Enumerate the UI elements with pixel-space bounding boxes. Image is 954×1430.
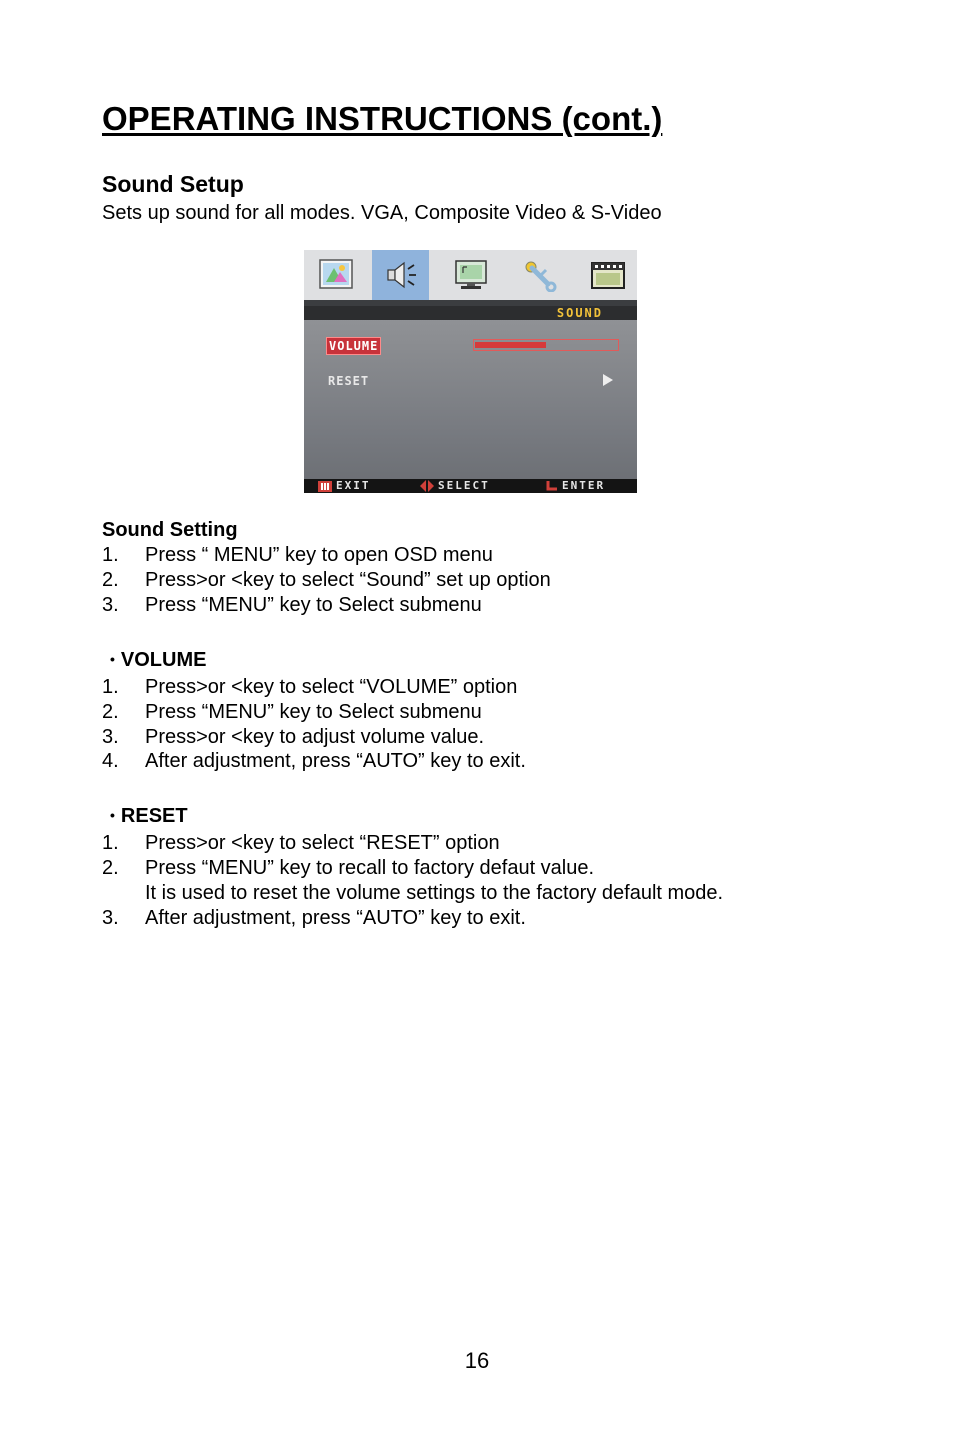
osd-tab-setup: [512, 250, 569, 300]
osd-screenshot: [304, 250, 637, 493]
bullet-icon: •: [110, 807, 115, 823]
footer-exit-label: EXIT: [336, 479, 371, 492]
footer-enter-label: ENTER: [562, 479, 606, 492]
reset-step: 1. Press>or <key to select “RESET” option: [102, 832, 500, 854]
volume-heading: • VOLUME: [110, 649, 207, 671]
osd-item-reset: RESET: [328, 374, 370, 388]
sound-setting-step: 1. Press “ MENU” key to open OSD menu: [102, 544, 493, 566]
volume-step: 1. Press>or <key to select “VOLUME” option: [102, 676, 518, 698]
reset-step: 2. Press “MENU” key to recall to factory defaut value.: [102, 857, 595, 879]
osd-tab-display: [442, 250, 499, 300]
volume-step: 3. Press>or <key to adjust volume value.: [102, 726, 485, 748]
osd-tab-sound: [372, 250, 429, 300]
sound-setting-heading: Sound Setting: [102, 519, 238, 541]
section-title-sound-setup: Sound Setup: [102, 171, 244, 197]
submenu-arrow-icon: [603, 374, 613, 386]
section-description: Sets up sound for all modes. VGA, Composite Video & S-Video: [102, 202, 662, 224]
reset-heading: • RESET: [110, 805, 188, 827]
osd-tab-picture: [307, 250, 364, 300]
sound-setting-step: 3. Press “MENU” key to Select submenu: [102, 594, 482, 616]
volume-level-bar: [473, 339, 619, 351]
osd-footer-enter: [546, 479, 605, 493]
osd-footer-exit: [318, 479, 371, 493]
footer-select-label: SELECT: [438, 479, 490, 492]
page-title: OPERATING INSTRUCTIONS (cont.): [102, 100, 663, 137]
osd-item-volume: VOLUME: [326, 337, 381, 355]
sound-setting-step: 2. Press>or <key to select “Sound” set up option: [102, 569, 551, 591]
volume-step: 4. After adjustment, press “AUTO” key to exit.: [102, 750, 526, 772]
page-number: 16: [464, 1348, 490, 1373]
bullet-icon: •: [110, 651, 115, 667]
reset-step: 3. After adjustment, press “AUTO” key to exit.: [102, 907, 526, 929]
reset-step-note: It is used to reset the volume settings to the factory default mode.: [145, 882, 724, 904]
osd-header-bar: [304, 306, 637, 320]
select-arrows-icon: [420, 480, 434, 492]
osd-tab-video: [579, 250, 636, 300]
osd-footer: [304, 479, 637, 493]
film-icon: [589, 258, 627, 292]
osd-menu-title: SOUND: [556, 306, 603, 320]
picture-icon: [318, 258, 354, 292]
osd-footer-select: [420, 479, 490, 493]
speaker-icon: [383, 258, 419, 292]
volume-step: 2. Press “MENU” key to Select submenu: [102, 701, 482, 723]
menu-key-icon: [318, 481, 332, 492]
volume-level-fill: [475, 342, 546, 348]
wrench-icon: [522, 258, 560, 292]
enter-key-icon: [546, 481, 558, 492]
osd-tab-bar: [304, 250, 637, 300]
monitor-icon: [452, 258, 490, 292]
